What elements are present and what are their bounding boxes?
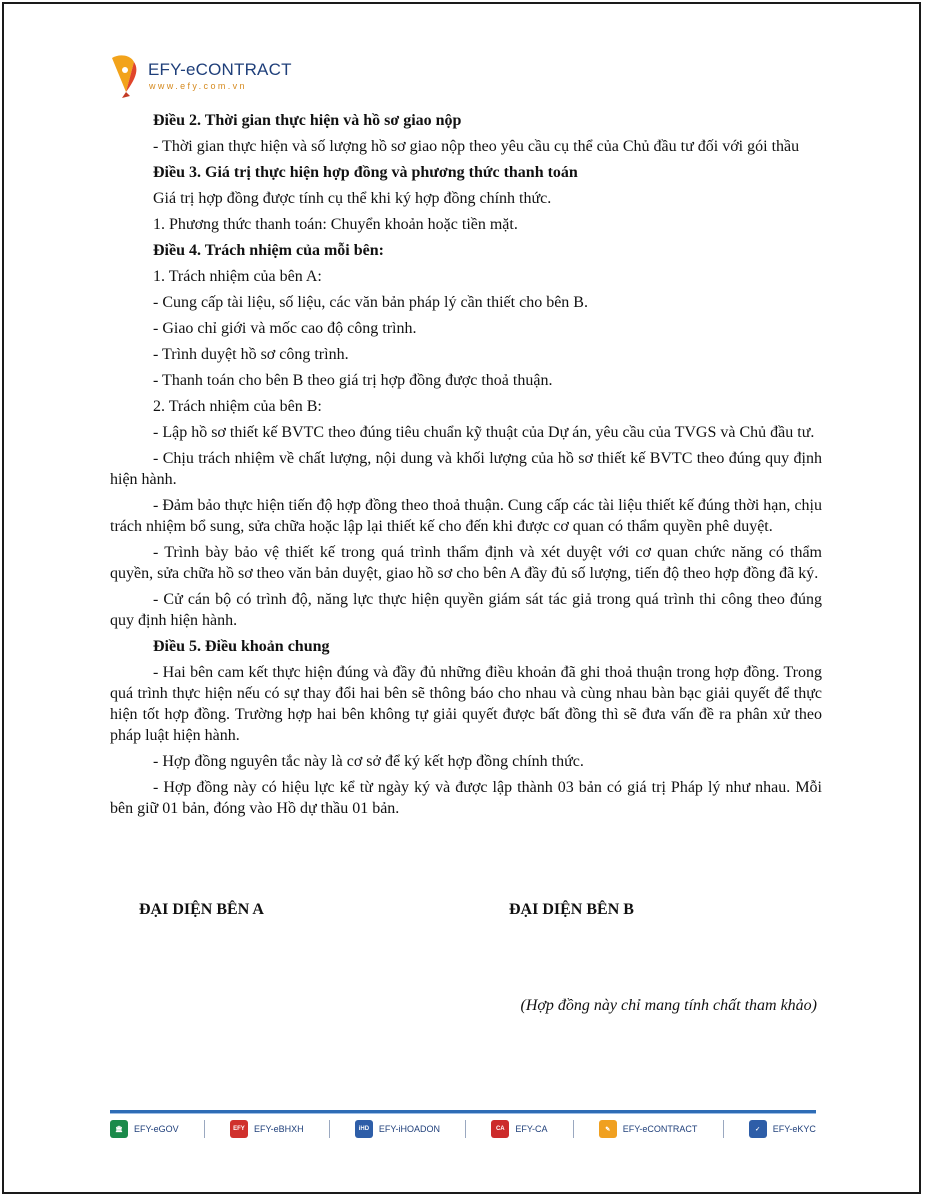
contract-paragraph: - Trình bày bảo vệ thiết kế trong quá trình thẩm định và xét duyệt với cơ quan chức năng có thẩm quyền, sửa chữa hồ sơ theo văn bản duyệt, giao hồ sơ cho bên A đầy đủ số lượng, tiến độ theo hợp đồng đã ký. bbox=[110, 544, 822, 582]
footer-separator bbox=[573, 1120, 574, 1138]
footer-product-item bbox=[230, 1120, 304, 1138]
footer-product-label: EFY-CA bbox=[515, 1124, 548, 1134]
contract-paragraph: 1. Trách nhiệm của bên A: bbox=[153, 268, 322, 285]
contract-paragraph: Giá trị hợp đồng được tính cụ thể khi ký hợp đồng chính thức. bbox=[153, 190, 552, 207]
footer-product-item bbox=[355, 1120, 440, 1138]
article-heading: Điều 5. Điều khoản chung bbox=[153, 638, 330, 655]
invoice-icon: iHD bbox=[355, 1120, 373, 1138]
article-heading: Điều 3. Giá trị thực hiện hợp đồng và phương thức thanh toán bbox=[153, 164, 578, 181]
contract-paragraph: - Giao chỉ giới và mốc cao độ công trình. bbox=[153, 320, 417, 337]
footer-product-label: EFY-eGOV bbox=[134, 1124, 179, 1134]
contract-paragraph: - Đảm bảo thực hiện tiến độ hợp đồng theo thoả thuận. Cung cấp các tài liệu thiết kế đúng thời hạn, chịu trách nhiệm bổ sung, sửa chữa hoặc lập lại thiết kế cho đến khi được cơ quan có thẩm quyền phê duyệt. bbox=[110, 497, 822, 535]
footer-product-label: EFY-eCONTRACT bbox=[622, 1124, 698, 1134]
pen-nib-icon: ✎ bbox=[599, 1120, 617, 1138]
footer-product-label: EFY-eBHXH bbox=[253, 1124, 304, 1134]
contract-paragraph: 2. Trách nhiệm của bên B: bbox=[153, 398, 322, 415]
footer-product-bar bbox=[110, 1118, 816, 1140]
contract-paragraph: - Hợp đồng nguyên tắc này là cơ sở để ký kết hợp đồng chính thức. bbox=[153, 753, 584, 770]
certificate-icon: CA bbox=[491, 1120, 509, 1138]
footer-product-item bbox=[491, 1120, 547, 1138]
footer-separator bbox=[204, 1120, 205, 1138]
footer-product-item bbox=[749, 1120, 816, 1138]
footer-separator bbox=[723, 1120, 724, 1138]
verify-check-icon: ✓ bbox=[749, 1120, 767, 1138]
contract-paragraph: - Chịu trách nhiệm về chất lượng, nội dung và khối lượng của hồ sơ thiết kế BVTC theo đúng quy định hiện hành. bbox=[110, 450, 822, 488]
article-heading: Điều 4. Trách nhiệm của mỗi bên: bbox=[153, 242, 384, 259]
contract-paragraph: - Trình duyệt hồ sơ công trình. bbox=[153, 346, 349, 363]
contract-paragraph: - Cử cán bộ có trình độ, năng lực thực hiện quyền giám sát tác giả trong quá trình thi công theo đúng quy định hiện hành. bbox=[110, 591, 822, 629]
contract-paragraph: - Lập hồ sơ thiết kế BVTC theo đúng tiêu chuẩn kỹ thuật của Dự án, yêu cầu của TVGS và Chủ đầu tư. bbox=[153, 424, 815, 441]
signature-label-party-b: ĐẠI DIỆN BÊN B bbox=[509, 901, 634, 918]
footer-separator bbox=[329, 1120, 330, 1138]
contract-paragraph: - Thanh toán cho bên B theo giá trị hợp đồng được thoả thuận. bbox=[153, 372, 553, 389]
contract-paragraph: - Thời gian thực hiện và số lượng hồ sơ giao nộp theo yêu cầu cụ thể của Chủ đầu tư đối với gói thầu bbox=[153, 138, 800, 155]
efy-badge-icon: EFY bbox=[230, 1120, 248, 1138]
contract-body bbox=[110, 110, 822, 824]
contract-paragraph: 1. Phương thức thanh toán: Chuyển khoản hoặc tiền mặt. bbox=[153, 216, 518, 233]
contract-paragraph: - Hợp đồng này có hiệu lực kể từ ngày ký và được lập thành 03 bản có giá trị Pháp lý như nhau. Mỗi bên giữ 01 bản, đóng vào Hồ dự thầu 01 bản. bbox=[110, 779, 822, 817]
logo-url: www.efy.com.vn bbox=[149, 81, 247, 91]
footer-product-label: EFY-eKYC bbox=[772, 1124, 816, 1134]
footer-separator bbox=[465, 1120, 466, 1138]
footer-divider bbox=[110, 1110, 816, 1114]
reference-note: (Hợp đồng này chỉ mang tính chất tham khảo) bbox=[520, 997, 817, 1014]
footer-product-item bbox=[599, 1120, 698, 1138]
article-heading: Điều 2. Thời gian thực hiện và hồ sơ giao nộp bbox=[153, 112, 462, 129]
signature-label-party-a: ĐẠI DIỆN BÊN A bbox=[139, 901, 264, 918]
contract-paragraph: - Hai bên cam kết thực hiện đúng và đầy đủ những điều khoản đã ghi thoả thuận trong hợp đồng. Trong quá trình thực hiện nếu có sự thay đổi hai bên sẽ thông báo cho nhau và cùng nhau bàn bạc giải quyết để thực hiện tốt hợp đồng. Trường hợp hai bên không tự giải quyết được bất đồng thì sẽ đưa vấn đề ra phân xử theo pháp luật hiện hành. bbox=[110, 664, 822, 744]
government-building-icon: 🏛 bbox=[110, 1120, 128, 1138]
pen-nib-logo-icon bbox=[108, 52, 144, 98]
footer-product-item bbox=[110, 1120, 179, 1138]
contract-paragraph: - Cung cấp tài liệu, số liệu, các văn bản pháp lý cần thiết cho bên B. bbox=[153, 294, 588, 311]
logo-name: EFY-eCONTRACT bbox=[148, 60, 292, 79]
footer-product-label: EFY-iHOADON bbox=[378, 1124, 441, 1134]
